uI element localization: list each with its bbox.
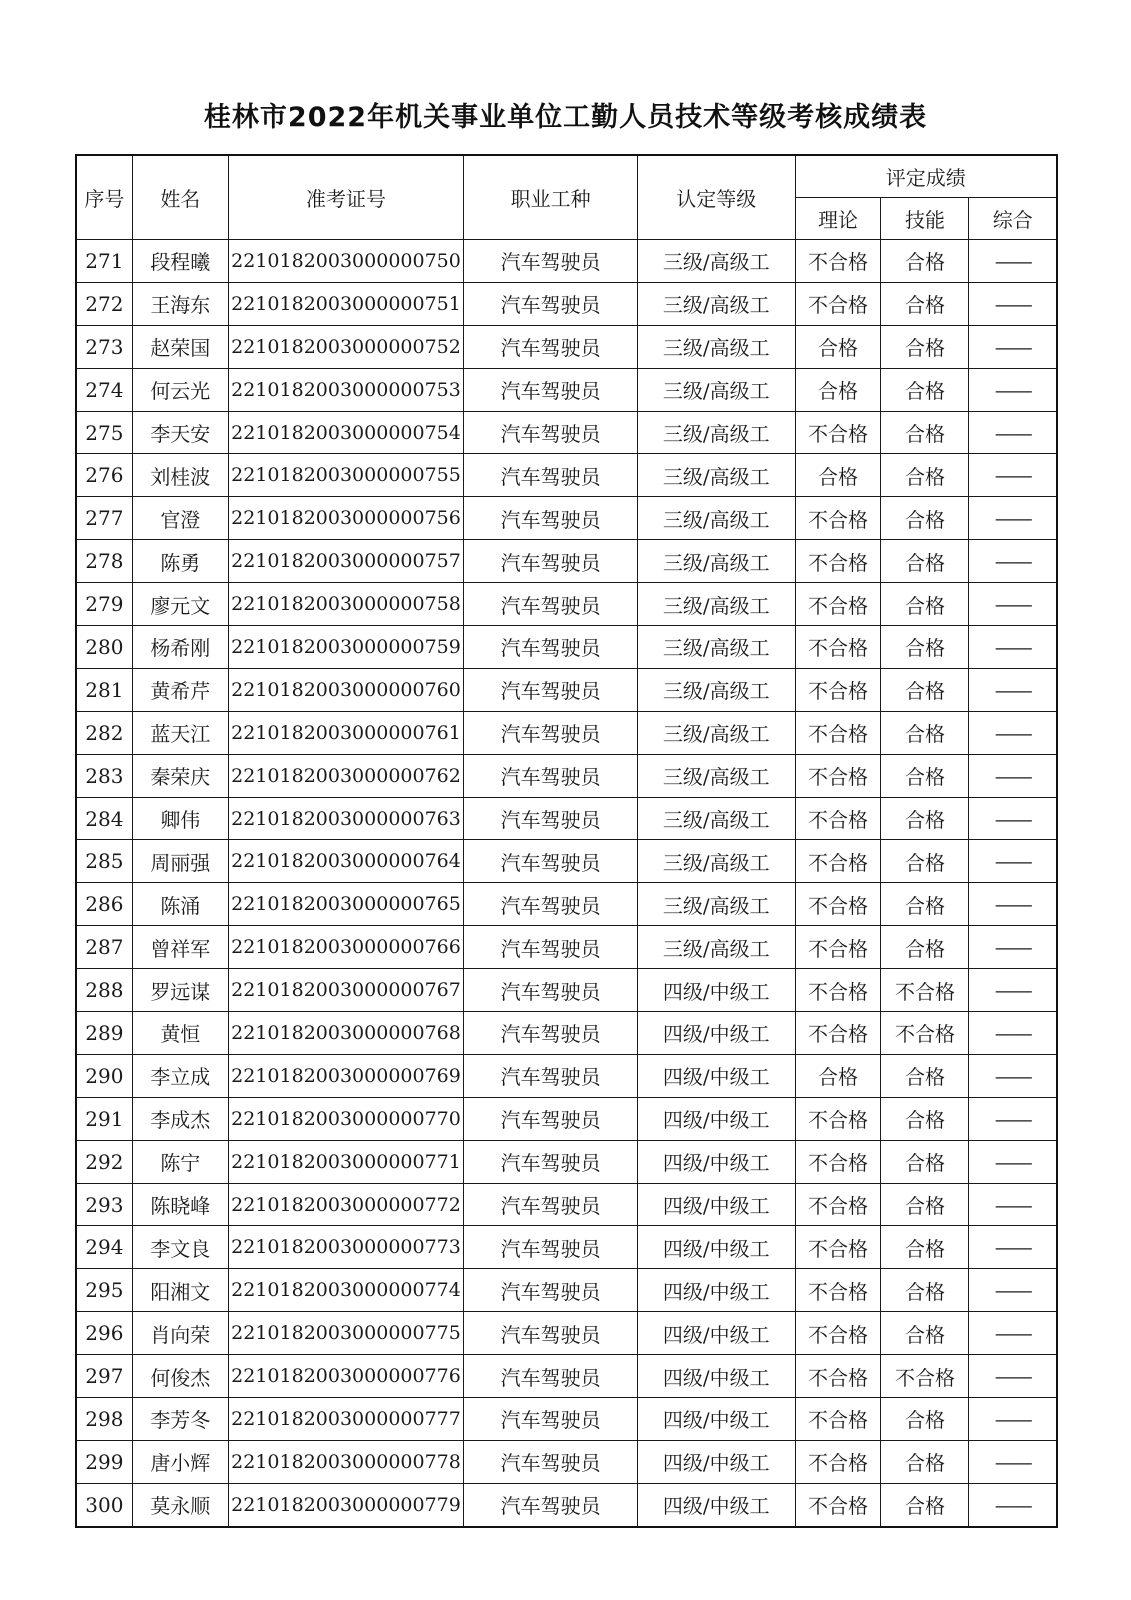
cell-overall: ——	[969, 1355, 1057, 1398]
cell-level: 三级/高级工	[638, 626, 796, 669]
cell-level: 四级/中级工	[638, 1440, 796, 1483]
cell-theory: 合格	[795, 325, 881, 368]
cell-seq: 285	[76, 840, 132, 883]
table-row	[76, 1097, 1057, 1140]
cell-job: 汽车驾驶员	[464, 454, 638, 497]
cell-overall: ——	[969, 1140, 1057, 1183]
cell-name: 卿伟	[132, 797, 228, 840]
cell-exam-id: 2210182003000000769	[228, 1054, 463, 1097]
cell-exam-id: 2210182003000000752	[228, 325, 463, 368]
cell-seq: 278	[76, 540, 132, 583]
table-row	[76, 454, 1057, 497]
cell-level: 四级/中级工	[638, 1183, 796, 1226]
cell-skill: 不合格	[881, 1355, 969, 1398]
cell-exam-id: 2210182003000000767	[228, 969, 463, 1012]
cell-level: 四级/中级工	[638, 1398, 796, 1441]
cell-name: 李芳冬	[132, 1398, 228, 1441]
cell-skill: 合格	[881, 282, 969, 325]
table-row	[76, 325, 1057, 368]
cell-job: 汽车驾驶员	[464, 840, 638, 883]
cell-job: 汽车驾驶员	[464, 1097, 638, 1140]
header-job: 职业工种	[464, 155, 638, 240]
cell-overall: ——	[969, 368, 1057, 411]
cell-level: 四级/中级工	[638, 1140, 796, 1183]
cell-theory: 不合格	[795, 1140, 881, 1183]
cell-name: 罗远谋	[132, 969, 228, 1012]
header-name: 姓名	[132, 155, 228, 240]
cell-name: 段程曦	[132, 240, 228, 283]
cell-seq: 286	[76, 883, 132, 926]
cell-seq: 299	[76, 1440, 132, 1483]
cell-job: 汽车驾驶员	[464, 325, 638, 368]
cell-overall: ——	[969, 668, 1057, 711]
cell-job: 汽车驾驶员	[464, 1398, 638, 1441]
cell-overall: ——	[969, 240, 1057, 283]
cell-seq: 294	[76, 1226, 132, 1269]
cell-name: 阳湘文	[132, 1269, 228, 1312]
cell-name: 赵荣国	[132, 325, 228, 368]
cell-job: 汽车驾驶员	[464, 497, 638, 540]
cell-theory: 不合格	[795, 1312, 881, 1355]
cell-overall: ——	[969, 497, 1057, 540]
cell-exam-id: 2210182003000000753	[228, 368, 463, 411]
cell-overall: ——	[969, 1269, 1057, 1312]
cell-name: 黄恒	[132, 1012, 228, 1055]
cell-theory: 不合格	[795, 1355, 881, 1398]
cell-name: 杨希刚	[132, 626, 228, 669]
header-overall: 综合	[969, 198, 1057, 240]
cell-seq: 297	[76, 1355, 132, 1398]
cell-seq: 290	[76, 1054, 132, 1097]
cell-overall: ——	[969, 626, 1057, 669]
cell-name: 陈涌	[132, 883, 228, 926]
cell-theory: 不合格	[795, 754, 881, 797]
cell-name: 曾祥军	[132, 926, 228, 969]
table-row	[76, 1054, 1057, 1097]
cell-overall: ——	[969, 1183, 1057, 1226]
cell-name: 官澄	[132, 497, 228, 540]
cell-seq: 298	[76, 1398, 132, 1441]
cell-exam-id: 2210182003000000776	[228, 1355, 463, 1398]
cell-job: 汽车驾驶员	[464, 797, 638, 840]
table-row	[76, 1483, 1057, 1526]
cell-name: 李立成	[132, 1054, 228, 1097]
table-row	[76, 1226, 1057, 1269]
cell-skill: 合格	[881, 1483, 969, 1526]
cell-job: 汽车驾驶员	[464, 754, 638, 797]
cell-level: 三级/高级工	[638, 540, 796, 583]
cell-skill: 合格	[881, 497, 969, 540]
cell-exam-id: 2210182003000000761	[228, 711, 463, 754]
cell-seq: 300	[76, 1483, 132, 1526]
cell-seq: 292	[76, 1140, 132, 1183]
cell-theory: 合格	[795, 1054, 881, 1097]
cell-seq: 287	[76, 926, 132, 969]
table-row	[76, 840, 1057, 883]
cell-skill: 合格	[881, 1312, 969, 1355]
table-row	[76, 797, 1057, 840]
cell-job: 汽车驾驶员	[464, 711, 638, 754]
cell-overall: ——	[969, 1483, 1057, 1526]
cell-level: 三级/高级工	[638, 411, 796, 454]
cell-theory: 不合格	[795, 1012, 881, 1055]
table-row	[76, 1269, 1057, 1312]
cell-theory: 不合格	[795, 668, 881, 711]
cell-job: 汽车驾驶员	[464, 969, 638, 1012]
cell-skill: 合格	[881, 1183, 969, 1226]
cell-exam-id: 2210182003000000777	[228, 1398, 463, 1441]
cell-theory: 不合格	[795, 711, 881, 754]
cell-overall: ——	[969, 754, 1057, 797]
cell-seq: 273	[76, 325, 132, 368]
cell-skill: 合格	[881, 1054, 969, 1097]
cell-theory: 不合格	[795, 1226, 881, 1269]
cell-job: 汽车驾驶员	[464, 1269, 638, 1312]
cell-job: 汽车驾驶员	[464, 240, 638, 283]
cell-theory: 不合格	[795, 540, 881, 583]
cell-exam-id: 2210182003000000750	[228, 240, 463, 283]
cell-level: 四级/中级工	[638, 1483, 796, 1526]
cell-exam-id: 2210182003000000775	[228, 1312, 463, 1355]
cell-theory: 不合格	[795, 1483, 881, 1526]
cell-name: 秦荣庆	[132, 754, 228, 797]
cell-skill: 合格	[881, 540, 969, 583]
cell-level: 四级/中级工	[638, 1012, 796, 1055]
cell-exam-id: 2210182003000000778	[228, 1440, 463, 1483]
cell-exam-id: 2210182003000000762	[228, 754, 463, 797]
cell-exam-id: 2210182003000000773	[228, 1226, 463, 1269]
cell-overall: ——	[969, 883, 1057, 926]
table-row	[76, 1355, 1057, 1398]
cell-job: 汽车驾驶员	[464, 282, 638, 325]
cell-level: 三级/高级工	[638, 240, 796, 283]
cell-level: 四级/中级工	[638, 1355, 796, 1398]
cell-level: 三级/高级工	[638, 282, 796, 325]
cell-level: 四级/中级工	[638, 1097, 796, 1140]
cell-job: 汽车驾驶员	[464, 1054, 638, 1097]
cell-name: 蓝天江	[132, 711, 228, 754]
cell-exam-id: 2210182003000000763	[228, 797, 463, 840]
cell-overall: ——	[969, 1097, 1057, 1140]
cell-seq: 275	[76, 411, 132, 454]
cell-theory: 不合格	[795, 883, 881, 926]
cell-level: 三级/高级工	[638, 454, 796, 497]
table-row	[76, 282, 1057, 325]
cell-exam-id: 2210182003000000764	[228, 840, 463, 883]
page-title: 桂林市2022年机关事业单位工勤人员技术等级考核成绩表	[203, 102, 928, 133]
cell-job: 汽车驾驶员	[464, 926, 638, 969]
cell-skill: 合格	[881, 883, 969, 926]
cell-seq: 296	[76, 1312, 132, 1355]
cell-theory: 合格	[795, 368, 881, 411]
cell-overall: ——	[969, 1398, 1057, 1441]
cell-seq: 291	[76, 1097, 132, 1140]
cell-theory: 合格	[795, 454, 881, 497]
cell-level: 三级/高级工	[638, 797, 796, 840]
cell-skill: 合格	[881, 1097, 969, 1140]
table-body	[76, 240, 1057, 1527]
cell-level: 三级/高级工	[638, 368, 796, 411]
cell-seq: 274	[76, 368, 132, 411]
cell-overall: ——	[969, 711, 1057, 754]
cell-job: 汽车驾驶员	[464, 1355, 638, 1398]
table-row	[76, 1312, 1057, 1355]
cell-name: 莫永顺	[132, 1483, 228, 1526]
table-row	[76, 368, 1057, 411]
cell-level: 四级/中级工	[638, 1269, 796, 1312]
cell-seq: 283	[76, 754, 132, 797]
cell-level: 三级/高级工	[638, 325, 796, 368]
table-row	[76, 1440, 1057, 1483]
cell-job: 汽车驾驶员	[464, 1140, 638, 1183]
cell-exam-id: 2210182003000000760	[228, 668, 463, 711]
cell-theory: 不合格	[795, 1440, 881, 1483]
table-row	[76, 883, 1057, 926]
cell-skill: 合格	[881, 1269, 969, 1312]
header-skill: 技能	[881, 198, 969, 240]
cell-name: 廖元文	[132, 583, 228, 626]
table-row	[76, 969, 1057, 1012]
cell-skill: 合格	[881, 711, 969, 754]
table-row	[76, 411, 1057, 454]
cell-theory: 不合格	[795, 282, 881, 325]
cell-name: 唐小辉	[132, 1440, 228, 1483]
cell-job: 汽车驾驶员	[464, 1312, 638, 1355]
cell-seq: 282	[76, 711, 132, 754]
header-level: 认定等级	[638, 155, 796, 240]
cell-level: 三级/高级工	[638, 583, 796, 626]
cell-skill: 合格	[881, 1398, 969, 1441]
cell-theory: 不合格	[795, 626, 881, 669]
cell-exam-id: 2210182003000000757	[228, 540, 463, 583]
cell-seq: 279	[76, 583, 132, 626]
cell-seq: 281	[76, 668, 132, 711]
cell-theory: 不合格	[795, 1269, 881, 1312]
cell-seq: 271	[76, 240, 132, 283]
cell-job: 汽车驾驶员	[464, 1226, 638, 1269]
cell-seq: 289	[76, 1012, 132, 1055]
cell-level: 四级/中级工	[638, 1226, 796, 1269]
cell-theory: 不合格	[795, 583, 881, 626]
cell-job: 汽车驾驶员	[464, 668, 638, 711]
cell-theory: 不合格	[795, 1183, 881, 1226]
cell-skill: 合格	[881, 754, 969, 797]
cell-seq: 272	[76, 282, 132, 325]
cell-skill: 合格	[881, 583, 969, 626]
cell-overall: ——	[969, 926, 1057, 969]
cell-seq: 276	[76, 454, 132, 497]
cell-exam-id: 2210182003000000774	[228, 1269, 463, 1312]
cell-overall: ——	[969, 411, 1057, 454]
header-theory: 理论	[795, 198, 881, 240]
cell-job: 汽车驾驶员	[464, 540, 638, 583]
cell-skill: 合格	[881, 668, 969, 711]
cell-level: 三级/高级工	[638, 668, 796, 711]
cell-level: 三级/高级工	[638, 883, 796, 926]
table-row	[76, 240, 1057, 283]
cell-theory: 不合格	[795, 497, 881, 540]
table-row	[76, 926, 1057, 969]
cell-job: 汽车驾驶员	[464, 368, 638, 411]
cell-skill: 合格	[881, 454, 969, 497]
cell-name: 李文良	[132, 1226, 228, 1269]
cell-level: 四级/中级工	[638, 1312, 796, 1355]
cell-exam-id: 2210182003000000768	[228, 1012, 463, 1055]
cell-overall: ——	[969, 282, 1057, 325]
table-row	[76, 626, 1057, 669]
cell-name: 陈晓峰	[132, 1183, 228, 1226]
table-row	[76, 583, 1057, 626]
cell-exam-id: 2210182003000000756	[228, 497, 463, 540]
cell-seq: 295	[76, 1269, 132, 1312]
cell-skill: 合格	[881, 411, 969, 454]
table-row	[76, 711, 1057, 754]
cell-exam-id: 2210182003000000772	[228, 1183, 463, 1226]
cell-exam-id: 2210182003000000766	[228, 926, 463, 969]
cell-theory: 不合格	[795, 840, 881, 883]
cell-theory: 不合格	[795, 926, 881, 969]
cell-skill: 不合格	[881, 1012, 969, 1055]
cell-name: 陈宁	[132, 1140, 228, 1183]
cell-overall: ——	[969, 583, 1057, 626]
header-seq: 序号	[76, 155, 132, 240]
cell-name: 陈勇	[132, 540, 228, 583]
cell-exam-id: 2210182003000000759	[228, 626, 463, 669]
cell-name: 肖向荣	[132, 1312, 228, 1355]
cell-job: 汽车驾驶员	[464, 583, 638, 626]
cell-theory: 不合格	[795, 969, 881, 1012]
cell-overall: ——	[969, 840, 1057, 883]
cell-name: 刘桂波	[132, 454, 228, 497]
cell-skill: 合格	[881, 1140, 969, 1183]
cell-level: 三级/高级工	[638, 840, 796, 883]
cell-level: 四级/中级工	[638, 969, 796, 1012]
cell-skill: 合格	[881, 325, 969, 368]
results-table	[75, 154, 1058, 1528]
cell-exam-id: 2210182003000000765	[228, 883, 463, 926]
cell-exam-id: 2210182003000000751	[228, 282, 463, 325]
cell-name: 李成杰	[132, 1097, 228, 1140]
table-row	[76, 1183, 1057, 1226]
cell-theory: 不合格	[795, 1398, 881, 1441]
cell-seq: 293	[76, 1183, 132, 1226]
cell-overall: ——	[969, 797, 1057, 840]
cell-overall: ——	[969, 540, 1057, 583]
cell-overall: ——	[969, 1012, 1057, 1055]
cell-seq: 284	[76, 797, 132, 840]
cell-skill: 不合格	[881, 969, 969, 1012]
cell-level: 三级/高级工	[638, 926, 796, 969]
cell-exam-id: 2210182003000000755	[228, 454, 463, 497]
cell-overall: ——	[969, 1312, 1057, 1355]
cell-skill: 合格	[881, 926, 969, 969]
table-row	[76, 497, 1057, 540]
table-row	[76, 1398, 1057, 1441]
cell-level: 四级/中级工	[638, 1054, 796, 1097]
cell-seq: 277	[76, 497, 132, 540]
cell-level: 三级/高级工	[638, 754, 796, 797]
cell-name: 周丽强	[132, 840, 228, 883]
cell-theory: 不合格	[795, 1097, 881, 1140]
cell-overall: ——	[969, 454, 1057, 497]
cell-job: 汽车驾驶员	[464, 1183, 638, 1226]
cell-exam-id: 2210182003000000779	[228, 1483, 463, 1526]
cell-exam-id: 2210182003000000758	[228, 583, 463, 626]
cell-job: 汽车驾驶员	[464, 1440, 638, 1483]
cell-overall: ——	[969, 1440, 1057, 1483]
cell-theory: 不合格	[795, 240, 881, 283]
cell-name: 何云光	[132, 368, 228, 411]
cell-name: 李天安	[132, 411, 228, 454]
cell-skill: 合格	[881, 1440, 969, 1483]
cell-exam-id: 2210182003000000770	[228, 1097, 463, 1140]
cell-skill: 合格	[881, 797, 969, 840]
table-row	[76, 754, 1057, 797]
header-exam-id: 准考证号	[228, 155, 463, 240]
cell-skill: 合格	[881, 240, 969, 283]
cell-skill: 合格	[881, 368, 969, 411]
cell-name: 何俊杰	[132, 1355, 228, 1398]
cell-seq: 288	[76, 969, 132, 1012]
cell-name: 王海东	[132, 282, 228, 325]
cell-level: 三级/高级工	[638, 497, 796, 540]
header-result-group: 评定成绩	[795, 155, 1057, 198]
cell-skill: 合格	[881, 626, 969, 669]
table-row	[76, 668, 1057, 711]
cell-job: 汽车驾驶员	[464, 883, 638, 926]
cell-theory: 不合格	[795, 411, 881, 454]
cell-skill: 合格	[881, 840, 969, 883]
cell-job: 汽车驾驶员	[464, 626, 638, 669]
cell-job: 汽车驾驶员	[464, 1012, 638, 1055]
cell-exam-id: 2210182003000000771	[228, 1140, 463, 1183]
cell-level: 三级/高级工	[638, 711, 796, 754]
cell-overall: ——	[969, 325, 1057, 368]
cell-theory: 不合格	[795, 797, 881, 840]
cell-name: 黄希芹	[132, 668, 228, 711]
cell-overall: ——	[969, 1226, 1057, 1269]
table-row	[76, 540, 1057, 583]
table-row	[76, 1140, 1057, 1183]
cell-job: 汽车驾驶员	[464, 411, 638, 454]
cell-overall: ——	[969, 969, 1057, 1012]
table-row	[76, 1012, 1057, 1055]
cell-job: 汽车驾驶员	[464, 1483, 638, 1526]
cell-overall: ——	[969, 1054, 1057, 1097]
cell-seq: 280	[76, 626, 132, 669]
cell-exam-id: 2210182003000000754	[228, 411, 463, 454]
cell-skill: 合格	[881, 1226, 969, 1269]
